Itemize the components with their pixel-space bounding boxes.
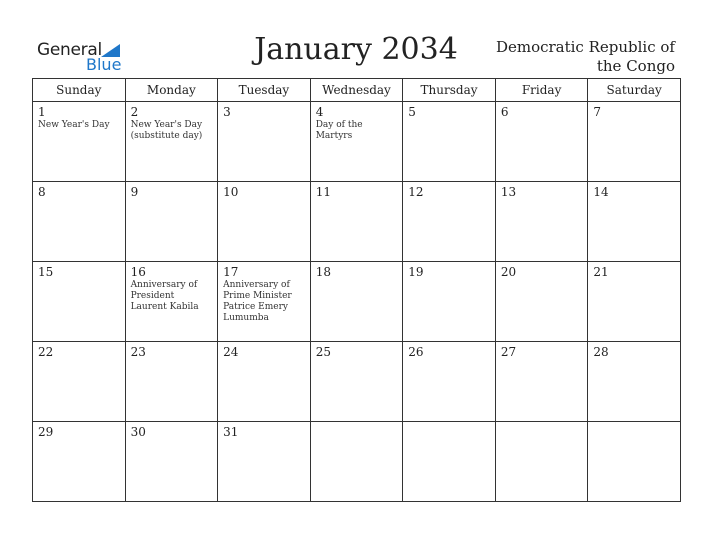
day-number: 17 bbox=[223, 265, 239, 279]
country-name: Democratic Republic of the Congo bbox=[495, 38, 675, 75]
day-cell bbox=[588, 262, 681, 342]
day-cell bbox=[588, 102, 681, 182]
day-number: 2 bbox=[130, 105, 139, 119]
week-row bbox=[33, 102, 681, 182]
logo-text-general: General bbox=[37, 40, 102, 60]
day-number: 19 bbox=[408, 265, 424, 279]
day-cell bbox=[33, 342, 126, 422]
day-cell bbox=[33, 262, 126, 342]
day-cell bbox=[218, 182, 311, 262]
day-cell bbox=[495, 262, 588, 342]
day-number: 12 bbox=[408, 185, 424, 199]
day-number: 30 bbox=[130, 425, 146, 439]
holiday-label: Day of the Martyrs bbox=[315, 120, 363, 141]
day-number: 20 bbox=[500, 265, 517, 279]
holiday-label: Anniversary of Prime Minister Patrice Emery Lumumba bbox=[223, 280, 292, 323]
day-cell bbox=[495, 182, 588, 262]
day-cell bbox=[588, 182, 681, 262]
day-number: 15 bbox=[38, 265, 54, 279]
day-cell bbox=[495, 342, 588, 422]
day-number: 9 bbox=[130, 185, 139, 199]
day-number: 4 bbox=[315, 105, 324, 119]
day-number: 10 bbox=[223, 185, 239, 199]
weekday-header: Wednesday bbox=[310, 79, 403, 102]
day-cell bbox=[495, 422, 588, 502]
day-number: 26 bbox=[408, 345, 424, 359]
day-cell bbox=[125, 102, 218, 182]
week-row bbox=[33, 342, 681, 422]
day-number: 6 bbox=[500, 105, 509, 119]
day-number: 28 bbox=[593, 345, 609, 359]
day-cell bbox=[310, 342, 403, 422]
day-number: 18 bbox=[315, 265, 331, 279]
holiday-label: New Year's Day (substitute day) bbox=[130, 120, 203, 141]
day-number: 27 bbox=[500, 345, 517, 359]
day-cell bbox=[218, 342, 311, 422]
day-cell bbox=[125, 342, 218, 422]
week-row bbox=[33, 422, 681, 502]
weekday-header: Sunday bbox=[33, 79, 126, 102]
day-number: 24 bbox=[223, 345, 239, 359]
day-cell bbox=[310, 102, 403, 182]
calendar-grid bbox=[32, 78, 681, 502]
weekday-header: Friday bbox=[495, 79, 588, 102]
day-cell bbox=[403, 342, 496, 422]
weekday-header: Saturday bbox=[588, 79, 681, 102]
day-number: 8 bbox=[38, 185, 46, 199]
day-number: 5 bbox=[408, 105, 416, 119]
weekday-header-row bbox=[33, 79, 681, 102]
day-cell bbox=[310, 182, 403, 262]
day-number: 29 bbox=[38, 425, 54, 439]
day-cell bbox=[495, 102, 588, 182]
day-cell bbox=[588, 342, 681, 422]
day-cell bbox=[125, 422, 218, 502]
day-cell bbox=[218, 262, 311, 342]
day-cell bbox=[403, 182, 496, 262]
day-number: 14 bbox=[593, 185, 609, 199]
day-number: 21 bbox=[593, 265, 609, 279]
day-number: 11 bbox=[315, 185, 331, 199]
holiday-label: New Year's Day bbox=[38, 120, 110, 130]
day-cell bbox=[403, 102, 496, 182]
day-number: 23 bbox=[130, 345, 146, 359]
day-number: 1 bbox=[38, 105, 46, 119]
week-row bbox=[33, 262, 681, 342]
day-cell bbox=[588, 422, 681, 502]
day-cell bbox=[310, 422, 403, 502]
day-cell bbox=[218, 422, 311, 502]
day-cell bbox=[33, 422, 126, 502]
day-cell bbox=[125, 262, 218, 342]
day-number: 13 bbox=[500, 185, 517, 199]
weekday-header: Monday bbox=[125, 79, 218, 102]
logo-text-blue: Blue bbox=[86, 55, 122, 74]
day-number: 3 bbox=[223, 105, 231, 119]
weekday-header: Tuesday bbox=[218, 79, 311, 102]
day-number: 16 bbox=[130, 265, 146, 279]
day-cell bbox=[403, 422, 496, 502]
day-number: 22 bbox=[38, 345, 54, 359]
day-number: 31 bbox=[223, 425, 239, 439]
day-number: 7 bbox=[593, 105, 602, 119]
day-cell bbox=[218, 102, 311, 182]
holiday-label: Anniversary of President Laurent Kabila bbox=[130, 280, 199, 312]
day-cell bbox=[125, 182, 218, 262]
day-cell bbox=[403, 262, 496, 342]
weekday-header: Thursday bbox=[403, 79, 496, 102]
calendar-title: January 2034 bbox=[254, 32, 458, 67]
day-cell bbox=[33, 102, 126, 182]
day-cell bbox=[310, 262, 403, 342]
day-cell bbox=[33, 182, 126, 262]
week-row bbox=[33, 182, 681, 262]
day-number: 25 bbox=[315, 345, 331, 359]
